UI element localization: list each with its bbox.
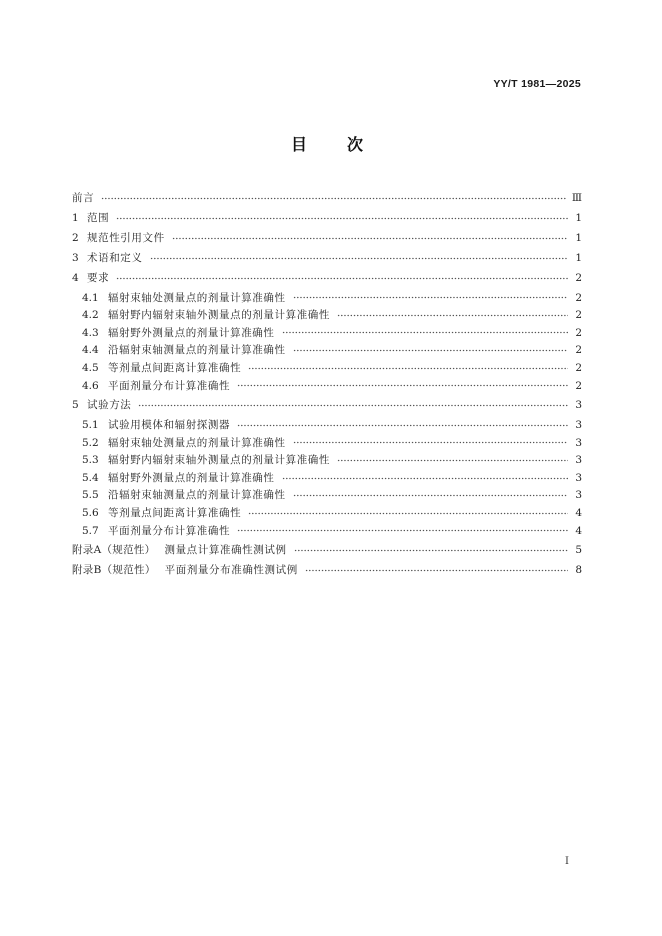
- toc-entry-title: 辐射束轴处测量点的剂量计算准确性: [108, 291, 286, 304]
- toc-entry-title: 前言: [72, 191, 95, 204]
- toc-entry-page: 2: [575, 271, 582, 284]
- toc-entry-annex-b: [72, 561, 582, 581]
- toc-entry-number: 5.7: [82, 524, 99, 537]
- toc-entry-5-3: [72, 452, 582, 470]
- toc-entry-title: 试验用模体和辐射探测器: [108, 419, 231, 432]
- toc-entry-4-5: [72, 359, 582, 377]
- dot-leader: [150, 257, 569, 260]
- dot-leader: [237, 529, 568, 532]
- toc-entry-page: 1: [575, 211, 582, 224]
- toc-entry-number: 4.5: [82, 361, 99, 374]
- toc-entry-4-4: [72, 342, 582, 360]
- dot-leader: [248, 367, 568, 370]
- toc-entry-number: 5.1: [82, 419, 99, 432]
- toc-entry-page: 3: [575, 471, 582, 484]
- toc-entry-page: 3: [575, 399, 582, 412]
- toc-entry-title: 沿辐射束轴测量点的剂量计算准确性: [108, 489, 286, 502]
- dot-leader: [293, 441, 568, 444]
- dot-leader: [116, 217, 568, 220]
- dot-leader: [293, 296, 568, 299]
- toc-entry-title: 辐射野外测量点的剂量计算准确性: [108, 326, 275, 339]
- toc-entry-page: 2: [575, 309, 582, 322]
- toc-entry-number: 3: [72, 251, 79, 264]
- toc-entry-title: 辐射束轴处测量点的剂量计算准确性: [108, 436, 286, 449]
- toc-entry-number: 5.4: [82, 471, 99, 484]
- toc-entry-2: [72, 228, 582, 248]
- dot-leader: [237, 424, 568, 427]
- toc-entry-1: [72, 208, 582, 228]
- toc-entry-5-6: [72, 505, 582, 523]
- toc-entry-3: [72, 248, 582, 268]
- toc-entry-page: 2: [575, 361, 582, 374]
- toc-entry-title: 平面剂量分布计算准确性: [108, 524, 231, 537]
- dot-leader: [138, 404, 568, 407]
- toc-entry-title: 辐射野外测量点的剂量计算准确性: [108, 471, 275, 484]
- dot-leader: [337, 314, 568, 317]
- toc-entry-number: 5: [72, 399, 79, 412]
- standard-code: YY/T 1981—2025: [493, 78, 581, 90]
- toc-entry-4-3: [72, 324, 582, 342]
- toc-entry-5-2: [72, 434, 582, 452]
- toc-entry-title: 要求: [87, 271, 110, 284]
- toc-entry-title: 平面剂量分布计算准确性: [108, 379, 231, 392]
- toc-entry-title: 试验方法: [87, 399, 132, 412]
- dot-leader: [172, 237, 568, 240]
- toc-entry-number: 4.2: [82, 309, 99, 322]
- toc-entry-title: 测量点计算准确性测试例: [164, 544, 287, 557]
- toc-entry-title: 辐射野内辐射束轴外测量点的剂量计算准确性: [108, 309, 330, 322]
- toc-entry-number: 5.2: [82, 436, 99, 449]
- toc-entry-title: 规范性引用文件: [87, 231, 165, 244]
- toc-entry-4: [72, 268, 582, 288]
- toc-entry-preface: [72, 188, 582, 208]
- toc-entry-page: 3: [575, 436, 582, 449]
- toc-entry-page: 1: [575, 231, 582, 244]
- toc-entry-page: 2: [575, 291, 582, 304]
- dot-leader: [282, 477, 569, 480]
- toc-entry-annex-a: [72, 541, 582, 561]
- toc-entry-page: 2: [575, 379, 582, 392]
- page-number: Ⅰ: [565, 856, 569, 867]
- dot-leader: [116, 277, 568, 280]
- toc-entry-5-5: [72, 487, 582, 505]
- toc-entry-title: 沿辐射束轴测量点的剂量计算准确性: [108, 344, 286, 357]
- toc-entry-number: 4.4: [82, 344, 99, 357]
- dot-leader: [237, 384, 568, 387]
- toc-entry-4-2: [72, 307, 582, 325]
- toc-entry-number: 附录A（规范性）: [72, 544, 156, 557]
- dot-leader: [293, 349, 568, 352]
- toc-entry-title: 术语和定义: [87, 251, 143, 264]
- dot-leader: [337, 459, 568, 462]
- toc-entry-number: 4: [72, 271, 79, 284]
- toc-entry-4-1: [72, 289, 582, 307]
- toc-entry-title: 范围: [87, 211, 110, 224]
- toc-entry-page: 2: [575, 344, 582, 357]
- table-of-contents: [72, 188, 582, 581]
- toc-entry-title: 等剂量点间距离计算准确性: [108, 361, 242, 374]
- toc-entry-page: 4: [575, 507, 582, 520]
- toc-entry-number: 4.3: [82, 326, 99, 339]
- toc-entry-page: 5: [575, 544, 582, 557]
- toc-entry-page: 3: [575, 489, 582, 502]
- toc-entry-5-7: [72, 522, 582, 540]
- toc-entry-page: 3: [575, 419, 582, 432]
- dot-leader: [282, 331, 569, 334]
- toc-entry-number: 附录B（规范性）: [72, 564, 156, 577]
- toc-entry-title: 等剂量点间距离计算准确性: [108, 507, 242, 520]
- toc-entry-number: 4.6: [82, 379, 99, 392]
- toc-entry-4-6: [72, 377, 582, 395]
- toc-entry-number: 5.6: [82, 507, 99, 520]
- toc-entry-5: [72, 396, 582, 416]
- dot-leader: [294, 549, 568, 552]
- toc-entry-page: 2: [575, 326, 582, 339]
- toc-entry-title: 辐射野内辐射束轴外测量点的剂量计算准确性: [108, 454, 330, 467]
- toc-entry-title: 平面剂量分布准确性测试例: [164, 564, 298, 577]
- toc-entry-number: 2: [72, 231, 79, 244]
- dot-leader: [248, 512, 568, 515]
- toc-entry-number: 4.1: [82, 291, 99, 304]
- dot-leader: [305, 569, 568, 572]
- toc-entry-number: 5.3: [82, 454, 99, 467]
- toc-heading: 目 次: [290, 135, 375, 154]
- toc-entry-page: 1: [575, 251, 582, 264]
- toc-entry-page: 4: [575, 524, 582, 537]
- toc-entry-page: Ⅲ: [571, 191, 582, 204]
- toc-entry-page: 8: [575, 564, 582, 577]
- dot-leader: [293, 494, 568, 497]
- dot-leader: [101, 197, 566, 200]
- toc-entry-5-4: [72, 469, 582, 487]
- toc-entry-number: 5.5: [82, 489, 99, 502]
- toc-entry-page: 3: [575, 454, 582, 467]
- toc-entry-5-1: [72, 417, 582, 435]
- toc-entry-number: 1: [72, 211, 79, 224]
